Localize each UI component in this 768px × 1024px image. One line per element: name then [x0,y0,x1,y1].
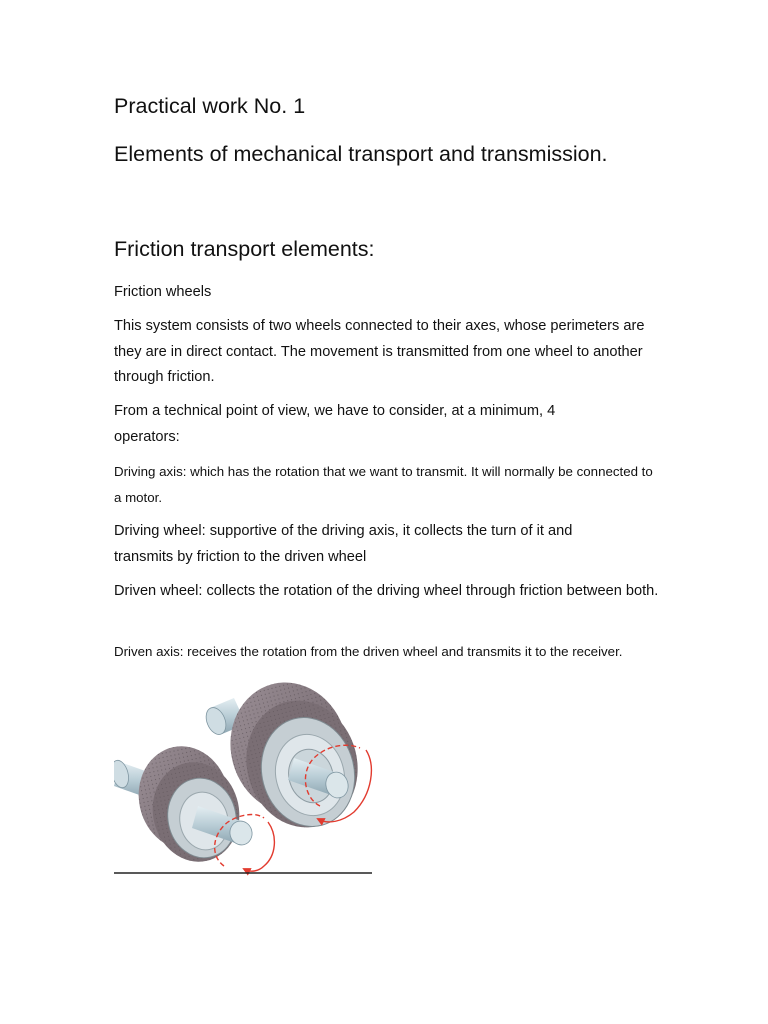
document-title: Practical work No. 1 [114,94,306,118]
paragraph-driving-wheel: Driving wheel: supportive of the driving axis, it collects the turn of it and transmits by friction to the driven wheel [114,523,573,565]
paragraph-driven-wheel: Driven wheel: collects the rotation of the driving wheel through friction between both. [114,583,659,599]
section-heading: Friction transport elements: [114,237,375,261]
subsection-heading: Friction wheels [114,284,212,300]
paragraph-driven-axis: Driven axis: receives the rotation from the driven wheel and transmits it to the receiver. [114,644,623,659]
paragraph-driving-axis: Driving axis: which has the rotation that we want to transmit. It will normally be connected to a motor. [114,464,653,505]
friction-wheels-svg [114,676,376,876]
paragraph-technical: From a technical point of view, we have to consider, at a minimum, 4 operators: [114,403,556,445]
friction-wheels-illustration [114,676,376,876]
small-driving-wheel [129,738,248,870]
paragraph-system: This system consists of two wheels connected to their axes, whose perimeters are they are in direct contact. The movement is transmitted from one wheel to another through friction. [114,318,645,385]
document-subtitle: Elements of mechanical transport and transmission. [114,142,608,166]
